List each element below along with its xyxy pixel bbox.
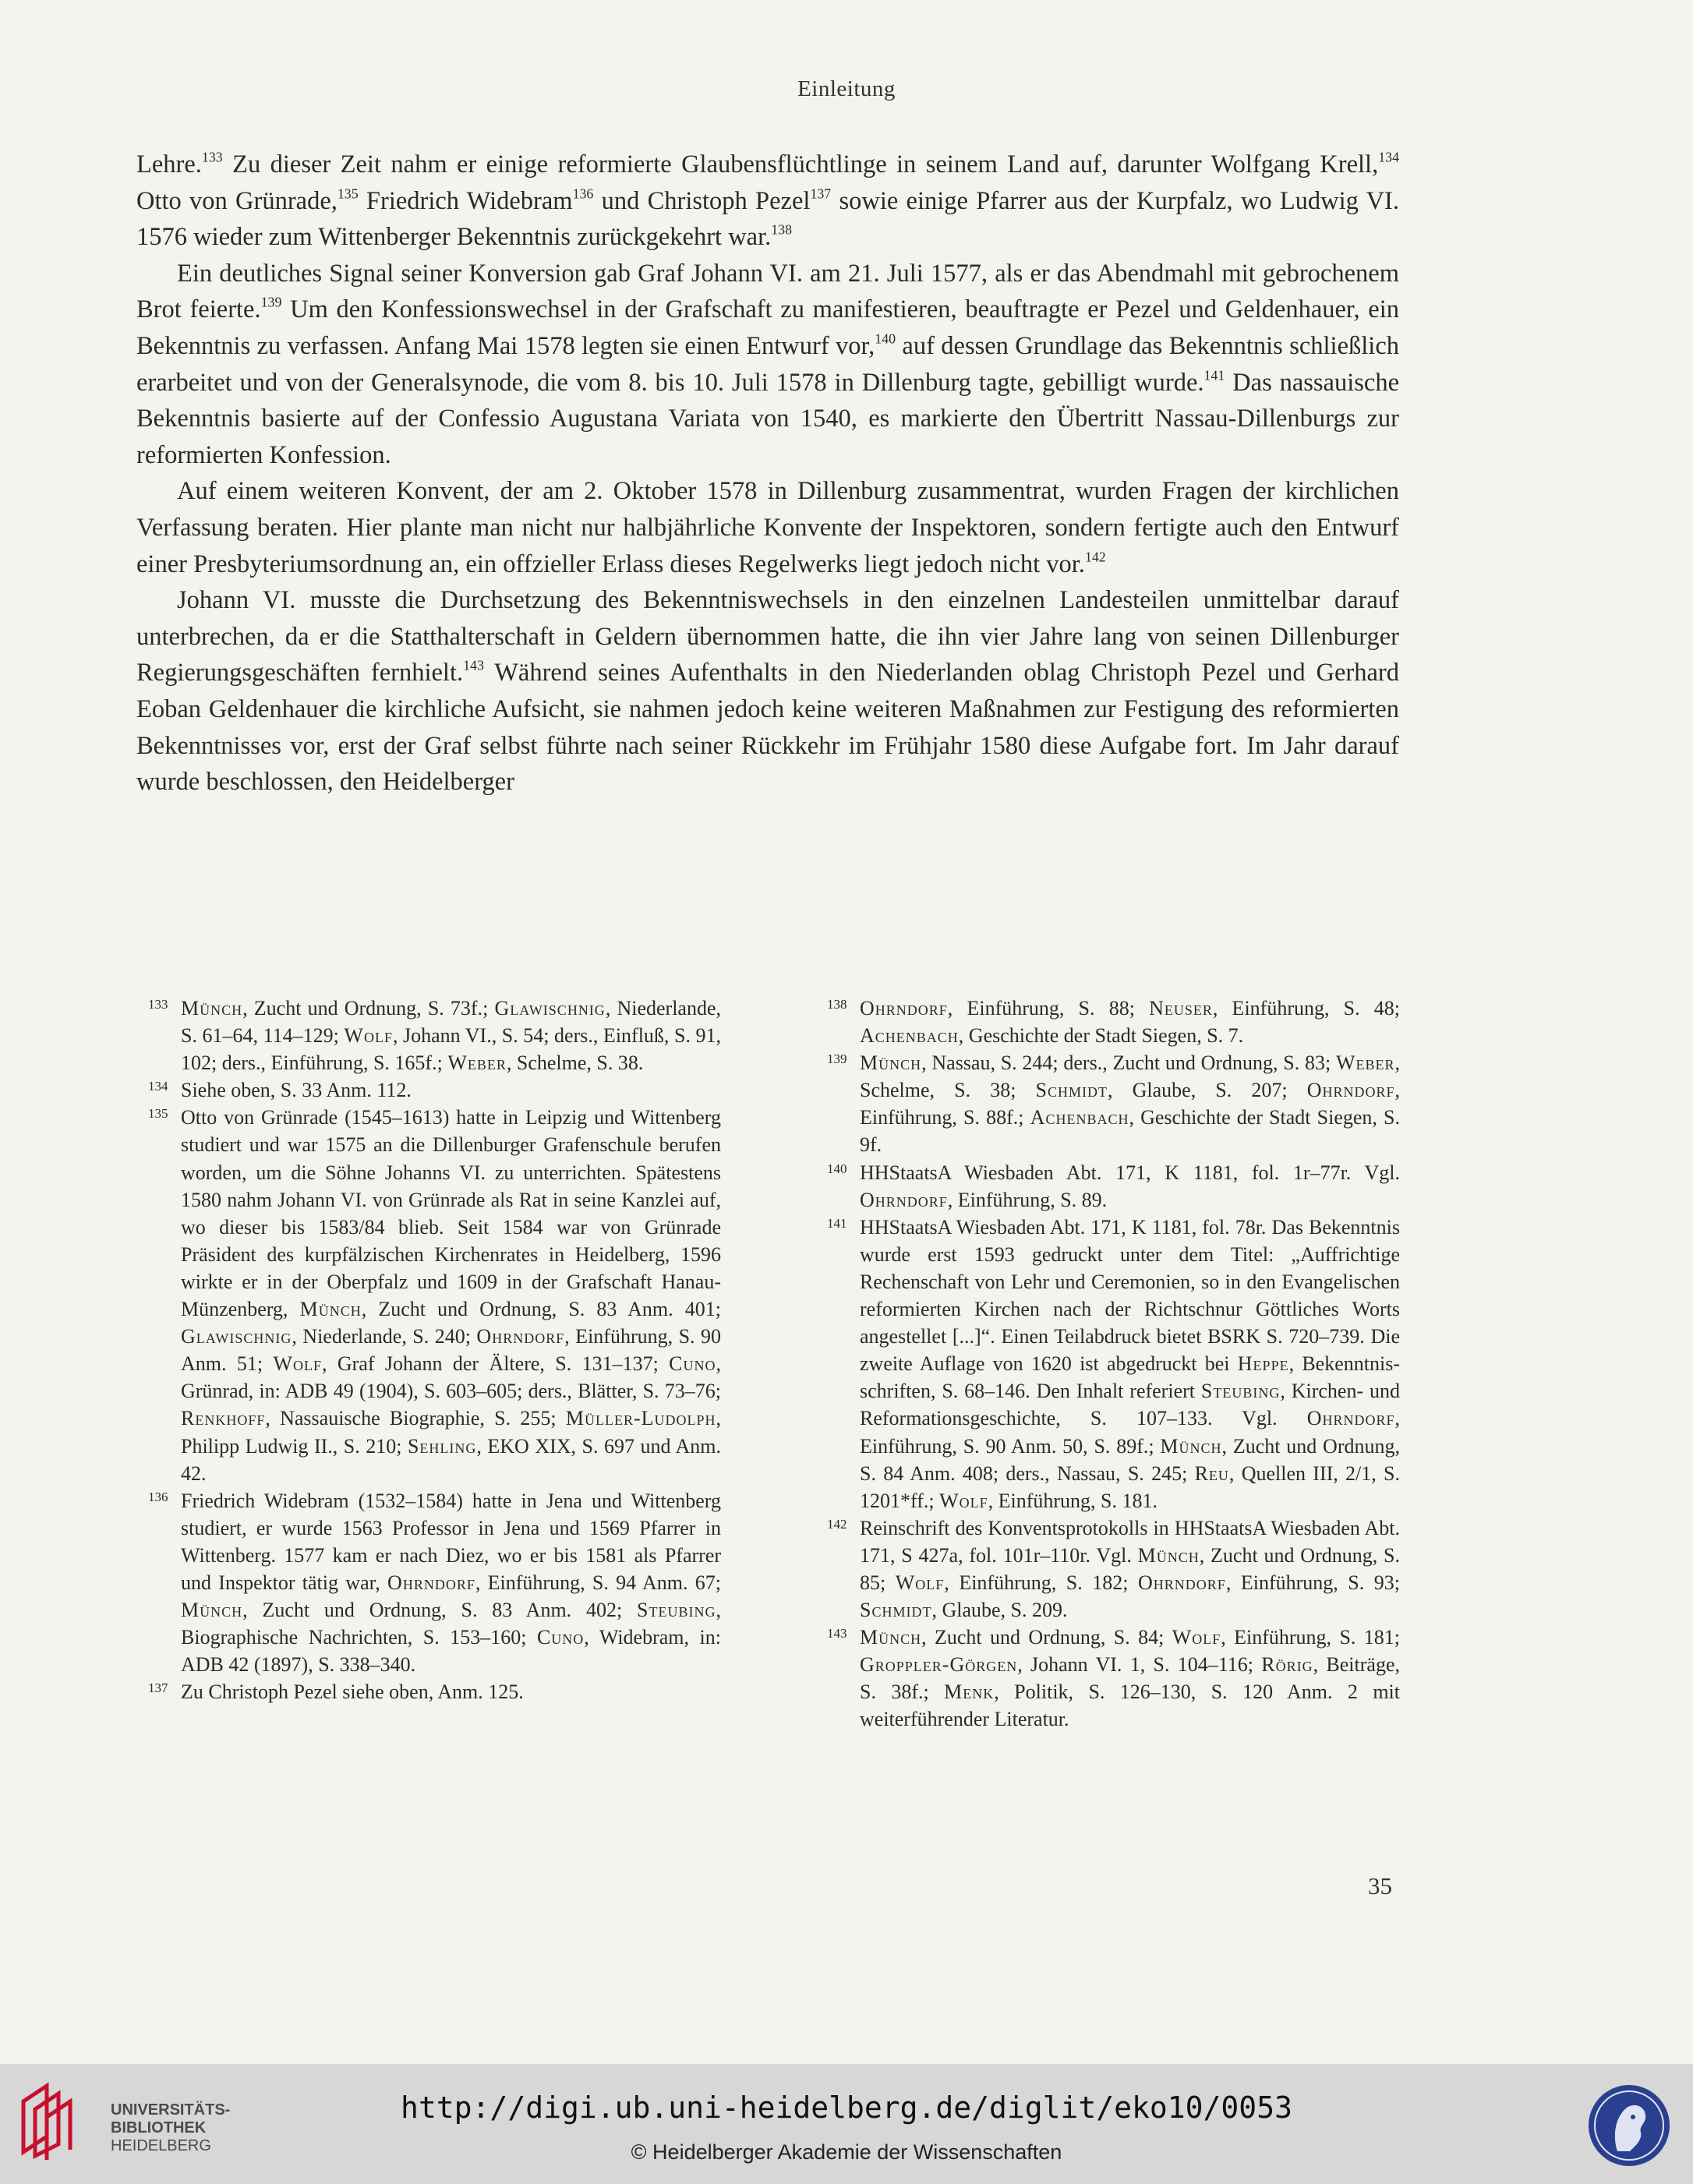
footnote-ref[interactable]: 139 [260, 294, 282, 310]
footnote [827, 995, 1400, 1049]
footnote-text: , Johann VI., S. 54; ders., Einfluß, S. 91, 102; ders., Einführung, S. 165f.; [181, 1024, 722, 1075]
footnote-number: 141 [827, 1215, 847, 1231]
footnote-text: , Philipp Ludwig II., S. 210; [181, 1407, 721, 1458]
author-name: Wolf [1172, 1626, 1221, 1649]
author-name: Ohrndorf [476, 1325, 565, 1348]
footnote-ref[interactable]: 137 [810, 186, 832, 202]
author-name: Glawischnig [181, 1325, 292, 1348]
footnote-text: , Einführung, S. 181; [1221, 1626, 1401, 1649]
author-name: Ohrndorf [1306, 1079, 1395, 1102]
footnote-number: 136 [148, 1489, 168, 1504]
footnote-text: , Einführung, S. 94 Anm. 67; [475, 1571, 722, 1594]
author-name: Wolf [895, 1571, 945, 1594]
footnote [148, 1487, 721, 1679]
text-run: Friedrich Widebram [358, 186, 573, 215]
footnote-number: 139 [827, 1051, 847, 1067]
page-number: 35 [1368, 1872, 1392, 1900]
footnote-text: , Johann VI. 1, S. 104–116; [1017, 1653, 1262, 1677]
main-text [136, 147, 1399, 800]
author-name: Müller-Ludolph [565, 1407, 716, 1430]
footnote-text: , Schelme, S. 38. [506, 1051, 644, 1075]
text-run: Auf einem weiteren Konvent, der am 2. Oktober 1578 in Dillenburg zusammentrat, wurden Fragen der kirchlichen Verfassung beraten. Hier plante man nicht nur halbjährliche Konvente der Inspektoren, sondern fertigte auch den Entwurf einer Presbyteriumsordnung an, ein offzieller Erlass dieses Regelwerks liegt jedoch nicht vor. [136, 477, 1399, 578]
author-name: Menk [944, 1680, 995, 1704]
footnote-text: Otto von Grünrade (1545–1613) hatte in Leipzig und Wittenberg studiert und war 1575 an die Dillenburger Grafenschule berufen worden, um die Söhne Johanns VI. zu unterrichten. Spätestens 1580 nahm Johann VI. von Grünrade als Rat in seine Kanzlei auf, wo dieser bis 1583/84 blieb. Seit 1584 war von Grünrade Präsident des kurpfälzischen Kirchenrates in Heidelberg, 1596 wirkte er in der Oberpfalz und 1609 in der Grafschaft Hanau-Münzenberg, [181, 1106, 721, 1321]
author-name: Ohrndorf [860, 997, 948, 1020]
author-name: Weber [1335, 1051, 1395, 1075]
footnote-text: , Schelme, S. 38; [860, 1051, 1400, 1102]
author-name: Ohrndorf [1306, 1407, 1395, 1430]
footnote-number: 140 [827, 1161, 847, 1176]
footnote-text: , Geschichte der Stadt Siegen, S. 9f. [860, 1106, 1401, 1157]
footnote-text: , Kirchen- und Reformationsgeschichte, S. 107–133. Vgl. [860, 1380, 1400, 1430]
footnote-ref[interactable]: 138 [771, 221, 793, 238]
footnote-ref[interactable]: 143 [463, 657, 484, 673]
footnote-text: , Biographische Nachrichten, S. 153–160; [181, 1599, 721, 1649]
footnote-text: , Zucht und Ordnung, S. 84; [921, 1626, 1172, 1649]
author-name: Cuno [669, 1352, 716, 1376]
footnote-text: , Beiträge, S. 38f.; [860, 1653, 1400, 1704]
permalink-url[interactable]: http://digi.ub.uni-heidelberg.de/diglit/eko10/0053 [401, 2090, 1292, 2125]
footnote-number: 143 [827, 1626, 847, 1642]
footnote-number: 142 [827, 1516, 847, 1532]
text-run: Das nassauische Bekenntnis basierte auf der Confessio Augustana Variata von 1540, es markierte den Übertritt Nassau-Dillenburgs zur reformierten Konfession. [136, 368, 1400, 469]
footnote-text: , Einführung, S. 182; [944, 1571, 1139, 1594]
footnote-text: , Geschichte der Stadt Siegen, S. 7. [958, 1024, 1244, 1048]
footnotes-left-column [148, 995, 721, 1705]
footnote [148, 1104, 721, 1486]
footnote [827, 1624, 1400, 1733]
author-name: Münch [299, 1298, 362, 1321]
author-name: Münch [860, 1051, 922, 1075]
text-run: Ein deutliches Signal seiner Konversion gab Graf Johann VI. am 21. Juli 1577, als er das Abendmahl mit gebrochenem Brot feierte. [136, 259, 1399, 324]
footnote-text: , Nassauische Biographie, S. 255; [265, 1407, 566, 1430]
author-name: Münch [1137, 1543, 1200, 1567]
author-name: Groppler-Görgen [860, 1653, 1018, 1677]
footnote-text: HHStaatsA Wiesbaden Abt. 171, K 1181, fol. 1r–77r. Vgl. [860, 1161, 1400, 1184]
footnote [827, 1514, 1400, 1624]
author-name: Münch [181, 1599, 243, 1622]
author-name: Neuser [1149, 997, 1213, 1020]
author-name: Sehling [407, 1434, 477, 1458]
footnote-ref[interactable]: 134 [1378, 149, 1399, 165]
academy-seal-icon [1586, 2083, 1672, 2168]
footnote-ref[interactable]: 142 [1084, 549, 1106, 565]
author-name: Schmidt [1035, 1079, 1108, 1102]
footnote [148, 1678, 721, 1705]
author-name: Münch [1160, 1434, 1222, 1458]
footnote-text: HHStaatsA Wiesbaden Abt. 171, K 1181, fol. 78r. Das Bekenntnis wurde erst 1593 gedruckt unter dem Titel: „Auffrichtige Rechenschaft von Lehr und Ceremonien, so in den Evangelischen reformierten Kirchen nach der Richtschnur Göttliches Worts angestellet [...]“. Einen Teilabdruck bietet BSRK S. 720–739. Die zweite Auflage von 1620 ist abgedruckt bei [860, 1215, 1400, 1376]
footnote-text: , Nassau, S. 244; ders., Zucht und Ordnung, S. 83; [921, 1051, 1336, 1075]
footnote-text: , Niederlande, S. 240; [292, 1325, 477, 1348]
author-name: Wolf [273, 1352, 322, 1376]
viewer-footer [0, 2064, 1693, 2184]
footnotes-right-column [827, 995, 1400, 1733]
paragraph-1 [136, 147, 1399, 256]
footnote [827, 1049, 1400, 1158]
author-name: Cuno [536, 1626, 585, 1649]
footnote [148, 995, 721, 1076]
footnote-text: Zu Christoph Pezel siehe oben, Anm. 125. [181, 1680, 524, 1704]
running-head: Einleitung [797, 76, 896, 101]
author-name: Ohrndorf [860, 1188, 948, 1211]
text-run: auf dessen Grundlage das Bekenntnis schließlich erarbeitet und von der Generalsynode, die vom 8. bis 10. Juli 1578 in Dillenburg tagte, gebilligt wurde. [136, 331, 1399, 397]
footnote-number: 133 [148, 997, 168, 1012]
footnote-text: , Zucht und Ordnung, S. 84 Anm. 408; ders., Nassau, S. 245; [860, 1434, 1400, 1485]
author-name: Steubing [1200, 1380, 1281, 1403]
footnote [827, 1159, 1400, 1214]
footnote-number: 134 [148, 1079, 168, 1094]
footnote-ref[interactable]: 141 [1203, 367, 1225, 383]
library-name-line: UNIVERSITÄTS- [111, 2101, 231, 2119]
paragraph-2 [136, 256, 1399, 474]
footnote-text: , Graf Johann der Ältere, S. 131–137; [322, 1352, 670, 1376]
footnote-text: , Glaube, S. 209. [931, 1599, 1068, 1622]
footnote-text: , Quellen III, 2/1, S. 1201*ff.; [860, 1461, 1400, 1512]
footnote-text: , Politik, S. 126–130, S. 120 Anm. 2 mit weiterführender Literatur. [860, 1680, 1401, 1731]
footnote-text: , Widebram, in: ADB 42 (1897), S. 338–340. [181, 1626, 721, 1677]
footnote-text: , Einführung, S. 93; [1225, 1571, 1400, 1594]
author-name: Schmidt [860, 1599, 932, 1622]
footnote [148, 1076, 721, 1104]
footnote-number: 135 [148, 1106, 168, 1122]
footnote-text: , Zucht und Ordnung, S. 85; [860, 1543, 1400, 1594]
footnote-text: , Einführung, S. 88; [947, 997, 1150, 1020]
author-name: Wolf [939, 1489, 988, 1512]
footnote-ref[interactable]: 136 [572, 186, 594, 202]
text-run: Johann VI. musste die Durchsetzung des Bekenntniswechsels in den einzelnen Landesteilen unmittelbar darauf unterbrechen, da er die Statthalterschaft in Geldern übernommen hatte, die ihn vier Jahre lang von seinen Dillenburger Regierungsgeschäften fernhielt. [136, 586, 1399, 687]
footnote-text: , Einführung, S. 181. [988, 1489, 1158, 1512]
footnote-text: , Zucht und Ordnung, S. 73f.; [242, 997, 495, 1020]
author-name: Rörig [1261, 1653, 1313, 1677]
paragraph-3 [136, 473, 1399, 582]
footnote-text: , EKO XIX, S. 697 und Anm. 42. [181, 1434, 722, 1485]
library-name-line: HEIDELBERG [111, 2137, 211, 2154]
footnote-number: 138 [827, 997, 847, 1012]
author-name: Ohrndorf [387, 1571, 475, 1594]
footnote-text: , Einführung, S. 88f.; [860, 1079, 1401, 1129]
author-name: Steubing [637, 1599, 716, 1622]
text-run: Lehre. [136, 150, 202, 178]
text-run: Um den Konfessionswechsel in der Grafschaft zu manifestieren, beauftragte er Pezel und Geldenhauer, ein Bekenntnis zu verfassen. Anfang Mai 1578 legten sie einen Entwurf vor, [136, 295, 1399, 360]
footnote-text: Reinschrift des Konventsprotokolls in HHStaatsA Wiesbaden Abt. 171, S 427a, fol. 101r–110r. Vgl. [860, 1516, 1400, 1567]
author-name: Renkhoff [181, 1407, 266, 1430]
author-name: Glawischnig [494, 997, 606, 1020]
footnote-text: , Einführung, S. 90 Anm. 51; [181, 1325, 721, 1376]
footnote-text: , Zucht und Ordnung, S. 83 Anm. 402; [242, 1599, 638, 1622]
text-run: sowie einige Pfarrer aus der Kurpfalz, wo Ludwig VI. 1576 wieder zum Wittenberger Bekenntnis zurückgekehrt war. [136, 186, 1399, 252]
author-name: Münch [860, 1626, 922, 1649]
author-name: Reu [1194, 1461, 1229, 1485]
footnote [827, 1214, 1400, 1514]
footnote-text: , Zucht und Ordnung, S. 83 Anm. 401; [361, 1298, 721, 1321]
footnote-text: , Grünrad, in: ADB 49 (1904), S. 603–605; ders., Blätter, S. 73–76; [181, 1352, 721, 1403]
footnote-text: Friedrich Widebram (1532–1584) hatte in Jena und Wittenberg studiert, er wurde 1563 Professor in Jena und 1569 Pfarrer in Wittenberg. 1577 kam er nach Diez, wo er bis 1581 als Pfarrer und Inspektor tätig war, [181, 1489, 721, 1594]
text-run: und Christoph Pezel [593, 186, 811, 215]
footnote-text: , Einführung, S. 90 Anm. 50, S. 89f.; [860, 1407, 1400, 1458]
footnote-ref[interactable]: 133 [201, 149, 223, 165]
text-run: Während seines Aufenthalts in den Niederlanden oblag Christoph Pezel und Gerhard Eoban Geldenhauer die kirchliche Aufsicht, sie nahmen jedoch keine weiteren Maßnahmen zur Festigung des reformierten Bekenntnisses vor, erst der Graf selbst führte nach seiner Rückkehr im Frühjahr 1580 diese Aufgabe fort. Im Jahr darauf wurde beschlossen, den Heidelberger [136, 659, 1399, 797]
footnote-ref[interactable]: 140 [875, 330, 896, 347]
footnote-text: , Einführung, S. 89. [947, 1188, 1108, 1211]
author-name: Achenbach [860, 1024, 959, 1048]
copyright-notice: © Heidelberger Akademie der Wissenschaften [631, 2140, 1062, 2164]
paragraph-4 [136, 582, 1399, 800]
author-name: Ohrndorf [1138, 1571, 1226, 1594]
footnote-text: Siehe oben, S. 33 Anm. 112. [181, 1079, 412, 1102]
footnote-text: , Glaube, S. 207; [1108, 1079, 1307, 1102]
text-run: Otto von Grünrade, [136, 186, 338, 215]
footnote-number: 137 [148, 1680, 168, 1696]
author-name: Münch [181, 997, 243, 1020]
footnote-text: , Einführung, S. 48; [1212, 997, 1401, 1020]
author-name: Heppe [1237, 1352, 1289, 1376]
text-run: Zu dieser Zeit nahm er einige reformierte Glaubensflüchtlinge in seinem Land auf, darunter Wolfgang Krell, [222, 150, 1379, 178]
author-name: Achenbach [1030, 1106, 1129, 1129]
footnote-text: , Bekenntnisschriften, S. 68–146. Den Inhalt referiert [860, 1352, 1400, 1403]
author-name: Weber [447, 1051, 507, 1075]
footnote-text: , Niederlande, S. 61–64, 114–129; [181, 997, 722, 1048]
library-name-line: BIBLIOTHEK [111, 2119, 207, 2136]
footnote-ref[interactable]: 135 [337, 186, 359, 202]
author-name: Wolf [344, 1024, 393, 1048]
